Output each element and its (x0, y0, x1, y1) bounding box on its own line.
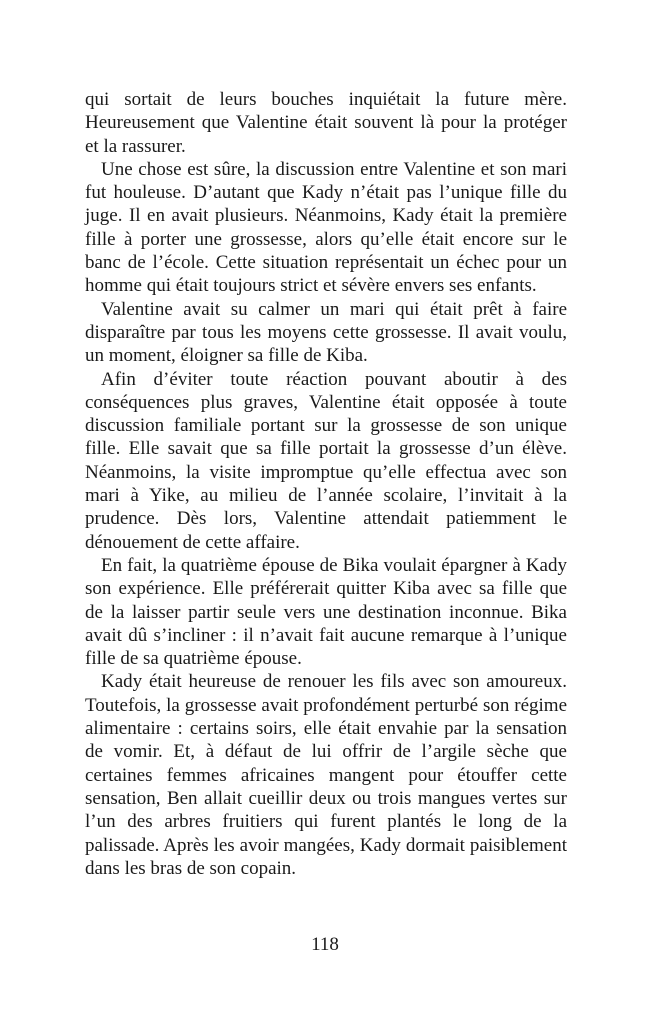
paragraph: En fait, la quatrième épouse de Bika voulait épargner à Kady son expérience. Elle préférerait quitter Kiba avec sa fille que de la laisser partir seule vers une destination inconnue. Bika avait dû s’incliner : il n’avait fait aucune remarque à l’unique fille de sa quatrième épouse. (85, 554, 567, 670)
page-body (85, 88, 567, 880)
paragraph: Kady était heureuse de renouer les fils avec son amoureux. Toutefois, la grossesse avait profondément perturbé son régime alimentaire : certains soirs, elle était envahie par la sensation de vomir. Et, à défaut de lui offrir de l’argile sèche que certaines femmes africaines mangent pour étouffer cette sensation, Ben allait cueillir deux ou trois mangues vertes sur l’un des arbres fruitiers qui furent plantés le long de la palissade. Après les avoir mangées, Kady dormait paisiblement dans les bras de son copain. (85, 671, 567, 879)
paragraph: Valentine avait su calmer un mari qui était prêt à faire disparaître par tous les moyens cette grossesse. Il avait voulu, un moment, éloigner sa fille de Kiba. (85, 298, 567, 367)
paragraph: Une chose est sûre, la discussion entre Valentine et son mari fut houleuse. D’autant que Kady n’était pas l’unique fille du juge. Il en avait plusieurs. Néanmoins, Kady était la première fille à porter une grossesse, alors qu’elle était encore sur le banc de l’école. Cette situation représentait un échec pour un homme qui était toujours strict et sévère envers ses enfants. (85, 158, 567, 297)
paragraph: Afin d’éviter toute réaction pouvant aboutir à des conséquences plus graves, Valentine était opposée à toute discussion familiale portant sur la grossesse de son unique fille. Elle savait que sa fille portait la grossesse d’un élève. Néanmoins, la visite impromptue qu’elle effectua avec son mari à Yike, au milieu de l’année scolaire, l’invitait à la prudence. Dès lors, Valentine attendait patiemment le dénouement de cette affaire. (85, 368, 567, 553)
paragraph-continuation: qui sortait de leurs bouches inquiétait la future mère. Heureusement que Valentine était souvent là pour la protéger et la rassurer. (85, 89, 567, 157)
page-number: 118 (311, 934, 339, 955)
